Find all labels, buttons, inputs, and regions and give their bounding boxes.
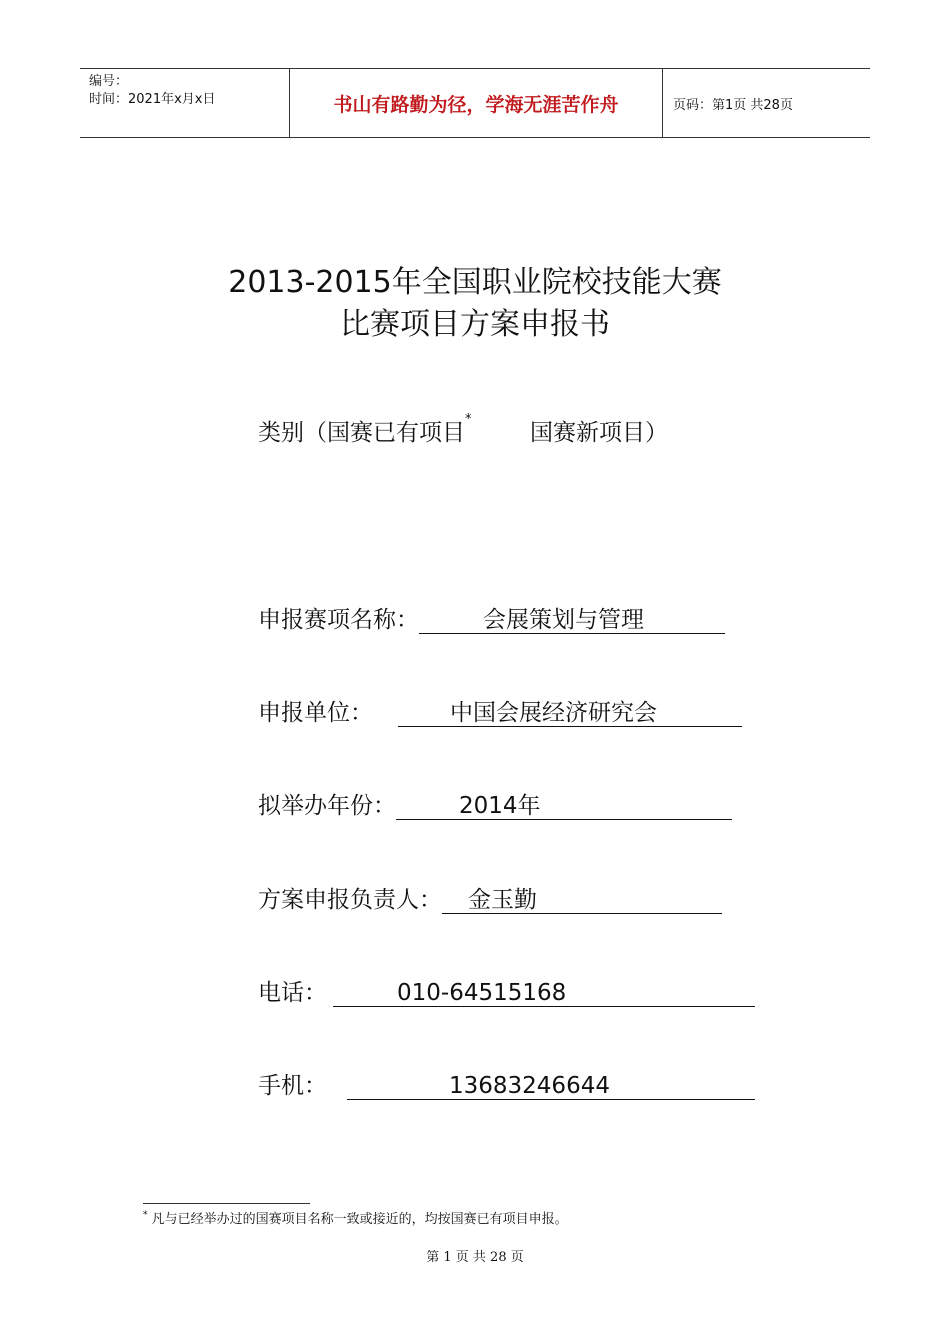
document-title-line1: 2013-2015年全国职业院校技能大赛 (228, 265, 722, 300)
field-event-name (258, 604, 725, 634)
category-prefix: 类别（国赛已有项目 (258, 420, 465, 446)
category-line (258, 414, 668, 447)
page-number: 第 1 页 共 28 页 (426, 1250, 524, 1265)
field-value: 会展策划与管理 (419, 606, 725, 634)
page-header (80, 68, 870, 138)
header-motto: 书山有路勤为径，学海无涯苦作舟 (290, 69, 663, 137)
field-phone (258, 977, 755, 1007)
field-value: 中国会展经济研究会 (398, 699, 742, 727)
field-organization (258, 697, 742, 727)
field-year (258, 790, 732, 820)
field-responsible-person (258, 884, 722, 914)
field-value: 13683246644 (347, 1072, 755, 1100)
field-value: 金玉勤 (442, 886, 722, 914)
field-label: 手机： (258, 1073, 327, 1099)
field-label: 电话： (258, 980, 327, 1006)
footnote-mark: * (143, 1210, 148, 1221)
field-value: 2014年 (396, 792, 732, 820)
category-footnote-mark: * (465, 412, 472, 427)
document-title-line2: 比赛项目方案申报书 (340, 307, 610, 342)
header-page-info: 页码：第1页 共28页 (673, 97, 793, 113)
field-label: 方案申报负责人： (258, 887, 442, 913)
field-label: 申报赛项名称： (258, 607, 419, 633)
time-label: 时间：2021年x月x日 (89, 92, 216, 107)
footnote-divider (143, 1203, 310, 1204)
field-value: 010-64515168 (333, 979, 755, 1007)
footnote-text: 凡与已经举办过的国赛项目名称一致或接近的，均按国赛已有项目申报。 (147, 1212, 568, 1227)
number-label: 编号： (89, 74, 129, 89)
header-meta (80, 69, 290, 137)
field-label: 拟举办年份： (258, 793, 396, 819)
field-label: 申报单位： (258, 700, 373, 726)
footnote (143, 1208, 568, 1227)
field-mobile (258, 1070, 755, 1100)
category-suffix: 国赛新项目） (471, 420, 668, 446)
